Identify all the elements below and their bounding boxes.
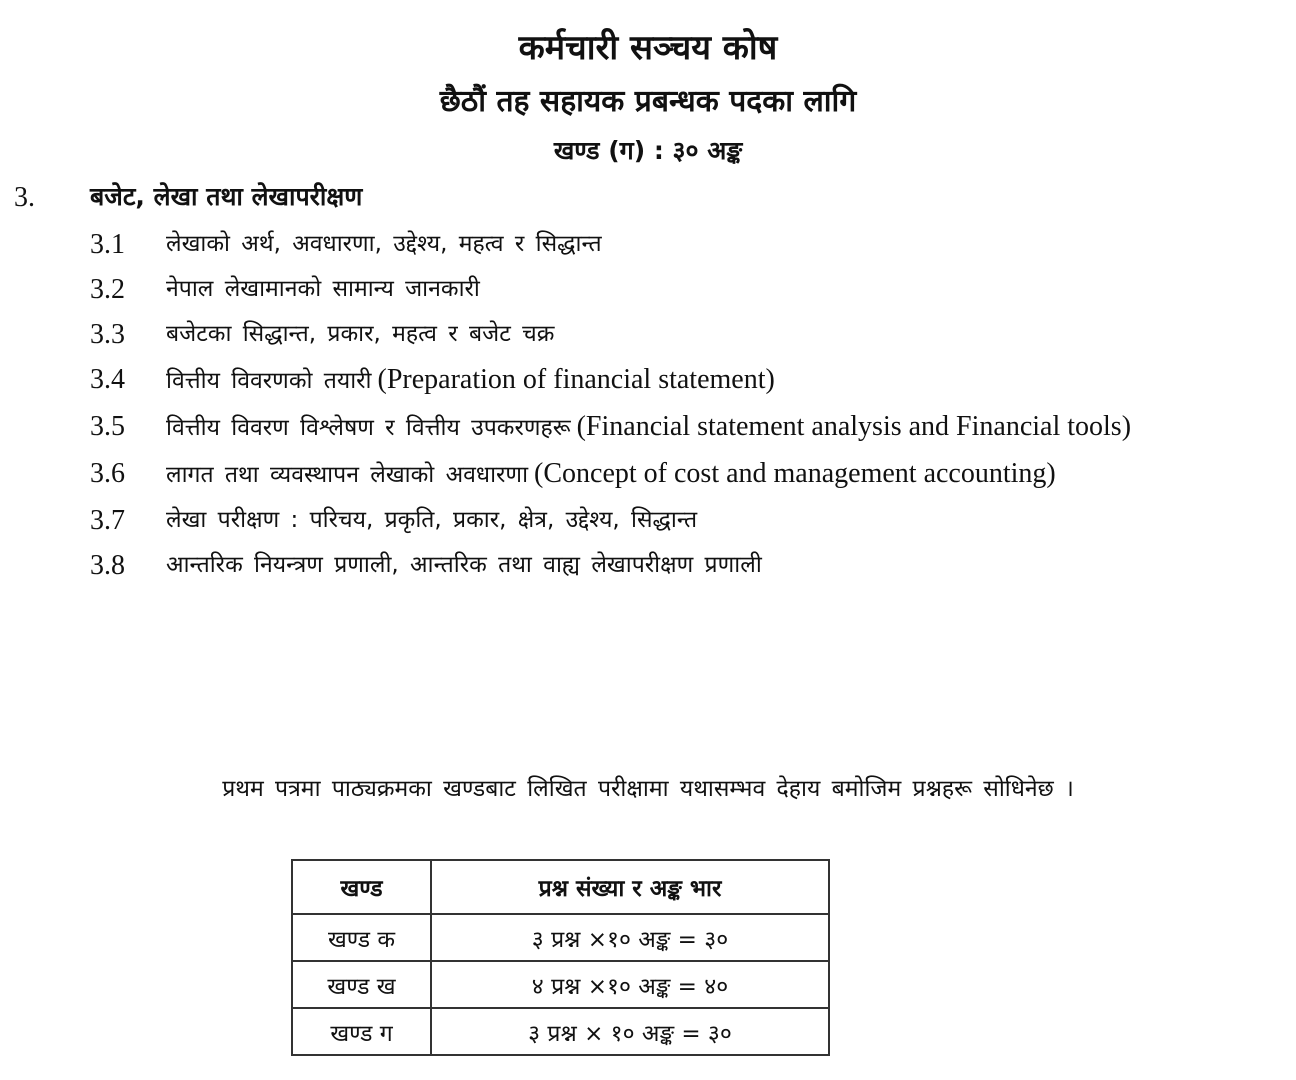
exam-note: प्रथम पत्रमा पाठ्यक्रमका खण्डबाट लिखित परीक्षामा यथासम्भव देहाय बमोजिम प्रश्नहरू सोधिनेछ । bbox=[222, 776, 1074, 802]
item-text-nepali: वित्तीय विवरण विश्लेषण र वित्तीय उपकरणहरू bbox=[166, 415, 571, 441]
item-number: 3.1 bbox=[90, 229, 125, 260]
item-text-nepali: लेखा परीक्षण : परिचय, प्रकृति, प्रकार, क्षेत्र, उद्देश्य, सिद्धान्त bbox=[166, 507, 698, 533]
table-header-cell: खण्ड bbox=[292, 860, 431, 914]
syllabus-item bbox=[90, 498, 1270, 543]
item-text bbox=[166, 357, 1270, 404]
item-number: 3.4 bbox=[90, 364, 125, 395]
section-title: बजेट, लेखा तथा लेखापरीक्षण bbox=[90, 182, 363, 211]
item-text-nepali: वित्तीय विवरणको तयारी bbox=[166, 368, 372, 394]
item-text-nepali: नेपाल लेखामानको सामान्य जानकारी bbox=[166, 276, 480, 302]
syllabus-item bbox=[90, 404, 1270, 451]
table-header-cell: प्रश्न संख्या र अङ्क भार bbox=[431, 860, 829, 914]
page-title: कर्मचारी सञ्चय कोष bbox=[518, 28, 778, 68]
item-text-english: (Financial statement analysis and Financial tools) bbox=[576, 411, 1132, 442]
table-row bbox=[292, 914, 829, 961]
table-header-row bbox=[292, 860, 829, 914]
item-number: 3.5 bbox=[90, 411, 125, 442]
syllabus-item bbox=[90, 451, 1270, 498]
item-text-english: (Preparation of financial statement) bbox=[377, 364, 775, 395]
table-cell: खण्ड ग bbox=[292, 1008, 431, 1055]
item-number: 3.6 bbox=[90, 458, 125, 489]
marks-distribution-table bbox=[291, 859, 830, 1056]
table-cell: खण्ड ख bbox=[292, 961, 431, 1008]
syllabus-item bbox=[90, 312, 1270, 357]
item-text bbox=[166, 222, 1270, 267]
item-text bbox=[166, 267, 1270, 312]
item-text-nepali: आन्तरिक नियन्त्रण प्रणाली, आन्तरिक तथा वाह्य लेखापरीक्षण प्रणाली bbox=[166, 552, 762, 578]
item-text bbox=[166, 543, 1270, 588]
table-row bbox=[292, 961, 829, 1008]
syllabus-item bbox=[90, 543, 1270, 588]
item-text-english: (Concept of cost and management accounting) bbox=[534, 458, 1056, 489]
page-subtitle: छैठौं तह सहायक प्रबन्धक पदका लागि bbox=[439, 84, 857, 119]
table-row bbox=[292, 1008, 829, 1055]
table-cell: ३ प्रश्न ×१० अङ्क = ३० bbox=[431, 914, 829, 961]
syllabus-item bbox=[90, 267, 1270, 312]
syllabus-item bbox=[90, 357, 1270, 404]
item-text-nepali: लागत तथा व्यवस्थापन लेखाको अवधारणा bbox=[166, 462, 529, 488]
item-text bbox=[166, 404, 1270, 451]
table-cell: ३ प्रश्न × १० अङ्क = ३० bbox=[431, 1008, 829, 1055]
item-number: 3.2 bbox=[90, 274, 125, 305]
item-text-nepali: बजेटका सिद्धान्त, प्रकार, महत्व र बजेट चक्र bbox=[166, 321, 555, 347]
syllabus-item bbox=[90, 222, 1270, 267]
section-number: 3. bbox=[14, 182, 35, 213]
item-text-nepali: लेखाको अर्थ, अवधारणा, उद्देश्य, महत्व र सिद्धान्त bbox=[166, 231, 602, 257]
table-cell: ४ प्रश्न ×१० अङ्क = ४० bbox=[431, 961, 829, 1008]
item-number: 3.3 bbox=[90, 319, 125, 350]
item-text bbox=[166, 312, 1270, 357]
section-marks-heading: खण्ड (ग) : ३० अङ्क bbox=[553, 136, 743, 165]
item-text bbox=[166, 451, 1270, 498]
item-number: 3.8 bbox=[90, 550, 125, 581]
item-number: 3.7 bbox=[90, 505, 125, 536]
table-cell: खण्ड क bbox=[292, 914, 431, 961]
syllabus-item-list bbox=[90, 222, 1270, 588]
item-text bbox=[166, 498, 1270, 543]
